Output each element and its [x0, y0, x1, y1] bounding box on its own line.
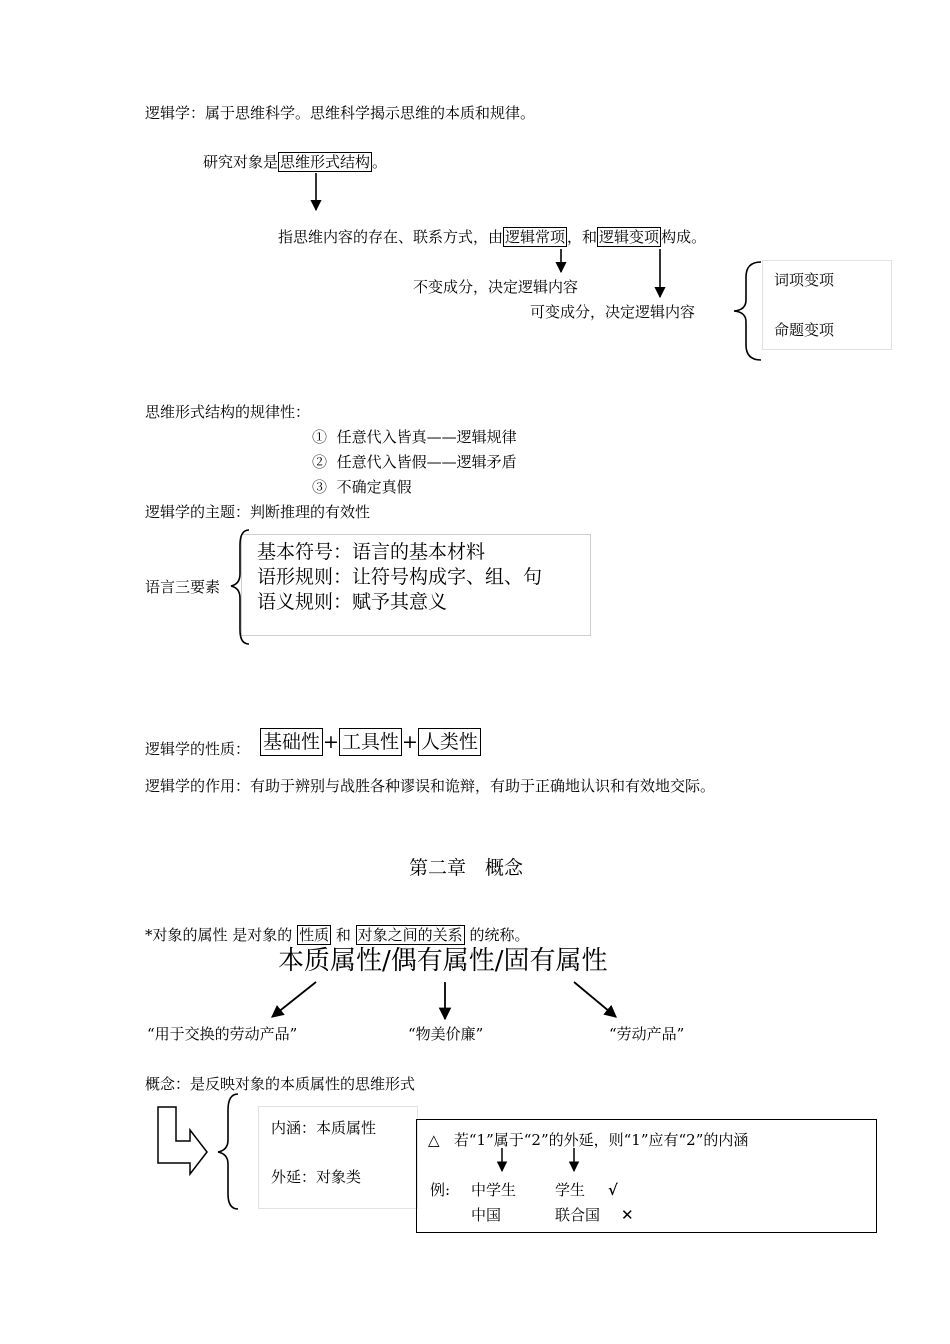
property-box: 性质 [299, 926, 330, 944]
regularity-heading: 思维形式结构的规律性： [145, 403, 311, 421]
attribute-example: “物美价廉” [408, 1025, 484, 1043]
left-brace-icon [218, 1094, 238, 1209]
left-brace-icon [734, 262, 761, 360]
regularity-num: ① [312, 428, 328, 446]
regularity-item [312, 453, 517, 471]
plus-sign: + [323, 731, 339, 753]
logic-theme: 逻辑学的主题：判断推理的有效性 [145, 503, 371, 521]
example-term-b: 联合国 [555, 1206, 601, 1224]
attribute-example: “劳动产品” [609, 1025, 685, 1043]
variable-description: 可变成分，决定逻辑内容 [530, 303, 696, 321]
arrow-icon [574, 982, 616, 1017]
research-object-prefix: 研究对象是 [203, 153, 279, 171]
proposition-variable: 命题变项 [774, 321, 835, 339]
regularity-item [312, 428, 517, 446]
attribute-mid: 和 [335, 926, 351, 944]
regularity-num: ③ [312, 478, 328, 496]
regularity-text: 任意代入皆真——逻辑规律 [336, 428, 517, 446]
language-element: 基本符号：语言的基本材料 [257, 541, 486, 563]
attribute-suffix: 的统称。 [469, 926, 530, 944]
arrow-icon [272, 982, 316, 1017]
language-elements-label: 语言三要素 [145, 578, 221, 596]
concept-definition: 概念：是反映对象的本质属性的思维形式 [145, 1075, 416, 1093]
check-icon: √ [608, 1181, 618, 1199]
explain-prefix: 指思维内容的存在、联系方式，由 [278, 228, 504, 246]
language-element: 语义规则：赋予其意义 [257, 591, 448, 613]
constant-description: 不变成分，决定逻辑内容 [413, 278, 579, 296]
nature-prefix: 逻辑学的性质： [145, 740, 251, 758]
thought-form-structure-box: 思维形式结构 [280, 153, 371, 171]
rule-text: 若“1”属于“2”的外延，则“1”应有“2”的内涵 [453, 1131, 749, 1149]
logical-constant-box: 逻辑常项 [505, 228, 566, 246]
triangle-icon: △ [428, 1131, 440, 1149]
chapter-title: 第二章 概念 [409, 857, 524, 879]
example-label: 例: [430, 1181, 451, 1199]
relation-box: 对象之间的关系 [357, 926, 463, 944]
attribute-example: “用于交换的劳动产品” [147, 1025, 298, 1043]
explain-mid: ，和 [567, 228, 598, 246]
cross-icon: ✕ [621, 1206, 634, 1224]
nature-part-human: 人类性 [418, 728, 481, 756]
language-element: 语形规则：让符号构成字、组、句 [257, 566, 543, 588]
logic-nature-line [145, 740, 250, 758]
term-variable: 词项变项 [774, 271, 835, 289]
example-term-b: 学生 [555, 1181, 586, 1199]
attribute-prefix: *对象的属性 是对象的 [145, 926, 293, 944]
regularity-item [312, 478, 412, 496]
regularity-num: ② [312, 453, 328, 471]
research-object-line [203, 153, 387, 171]
structure-explanation-line [278, 228, 706, 246]
attribute-definition-line [145, 926, 529, 944]
example-term-a: 中学生 [471, 1181, 517, 1199]
connotation: 内涵：本质属性 [271, 1119, 377, 1137]
bent-arrow-icon [158, 1107, 207, 1174]
attribute-types: 本质属性/偶有属性/固有属性 [278, 946, 608, 976]
rule-line [428, 1131, 748, 1149]
explain-suffix: 构成。 [661, 228, 707, 246]
logic-role: 逻辑学的作用：有助于辨别与战胜各种谬误和诡辩，有助于正确地认识和有效地交际。 [145, 777, 716, 795]
nature-part-foundational: 基础性 [260, 728, 323, 756]
regularity-text: 不确定真假 [336, 478, 412, 496]
extension: 外延：对象类 [271, 1168, 362, 1186]
logic-definition: 逻辑学：属于思维科学。思维科学揭示思维的本质和规律。 [145, 104, 536, 122]
plus-sign: + [401, 731, 418, 753]
nature-parts [260, 731, 481, 754]
nature-part-instrumental: 工具性 [339, 728, 402, 756]
research-object-suffix: 。 [372, 153, 388, 171]
regularity-text: 任意代入皆假——逻辑矛盾 [336, 453, 517, 471]
example-term-a: 中国 [471, 1206, 502, 1224]
logical-variable-box: 逻辑变项 [599, 228, 660, 246]
